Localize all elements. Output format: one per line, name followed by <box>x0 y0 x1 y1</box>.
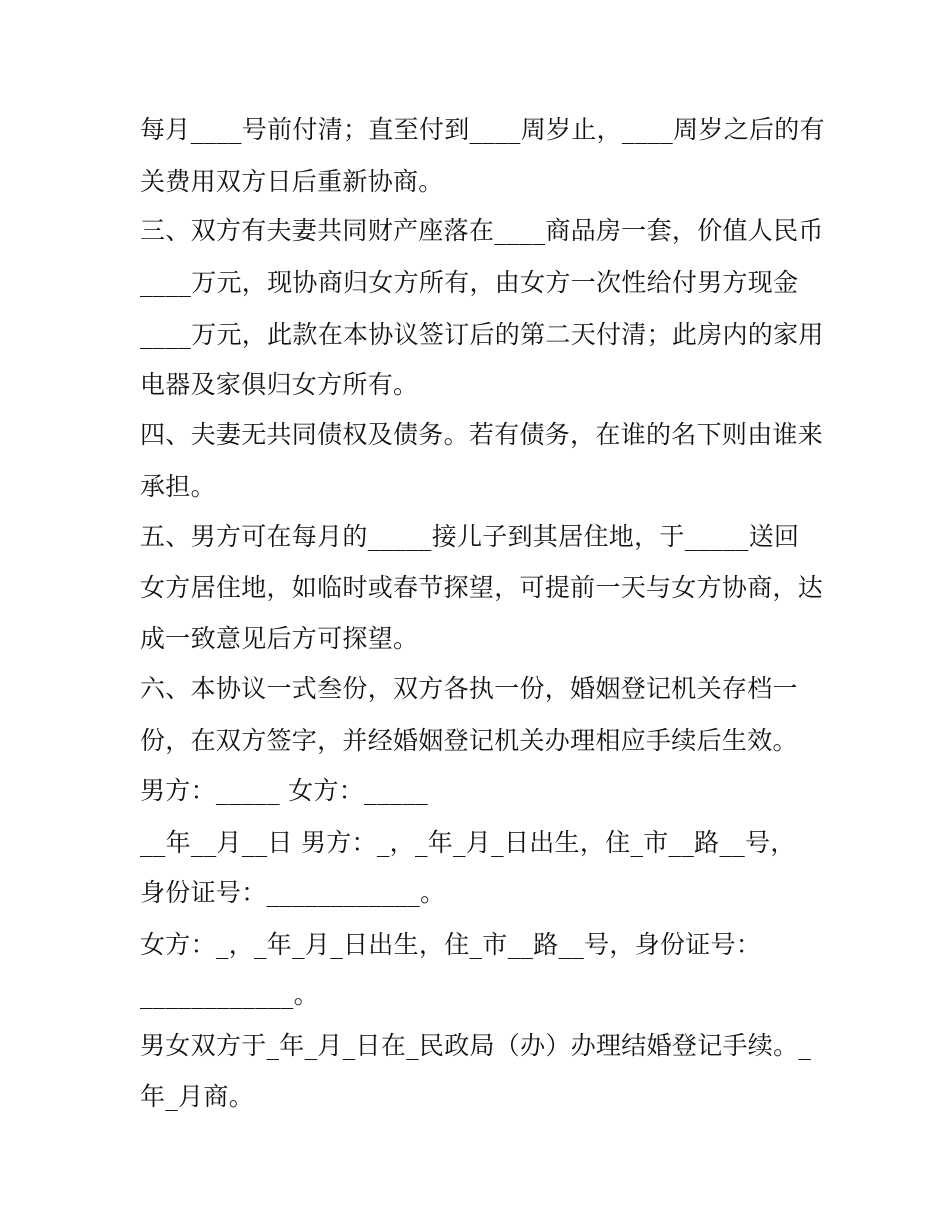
clause-three-line: 三、双方有夫妻共同财产座落在____商品房一套，价值人民币 <box>140 216 824 245</box>
text-line: 份，在双方签字，并经婚姻登记机关办理相应手续后生效。 <box>140 726 798 755</box>
text-line: 电器及家俱归女方所有。 <box>140 370 419 399</box>
text-line: 关费用双方日后重新协商。 <box>140 167 444 196</box>
text-line: 每月____号前付清；直至付到____周岁止，____周岁之后的有 <box>140 115 825 144</box>
text-line: ____万元，现协商归女方所有，由女方一次性给付男方现金 <box>140 268 799 297</box>
text-line: 成一致意见后方可探望。 <box>140 624 419 653</box>
text-line: 承担。 <box>140 472 216 501</box>
female-id-line: ____________。 <box>140 980 319 1009</box>
female-info-line: 女方：_，_年_月_日出生，住_市__路__号，身份证号： <box>140 930 762 959</box>
clause-four-line: 四、夫妻无共同债权及债务。若有债务，在谁的名下则由谁来 <box>140 420 824 449</box>
text-line: 女方居住地，如临时或春节探望，可提前一天与女方协商，达 <box>140 573 824 602</box>
clause-five-line: 五、男方可在每月的_____接儿子到其居住地，于_____送回 <box>140 522 800 551</box>
date-and-male-info-line: __年__月__日 男方：_，_年_月_日出生，住_市__路__号， <box>140 828 796 857</box>
signature-line: 男方：_____ 女方：_____ <box>140 776 429 805</box>
clause-six-line: 六、本协议一式叁份，双方各执一份，婚姻登记机关存档一 <box>140 674 798 703</box>
text-line: ____万元，此款在本协议签订后的第二天付清；此房内的家用 <box>140 320 824 349</box>
marriage-registration-line: 男女双方于_年_月_日在_民政局（办）办理结婚登记手续。_ <box>140 1031 812 1060</box>
male-id-line: 身份证号：____________。 <box>140 878 446 907</box>
text-line: 年_月商。 <box>140 1082 255 1111</box>
